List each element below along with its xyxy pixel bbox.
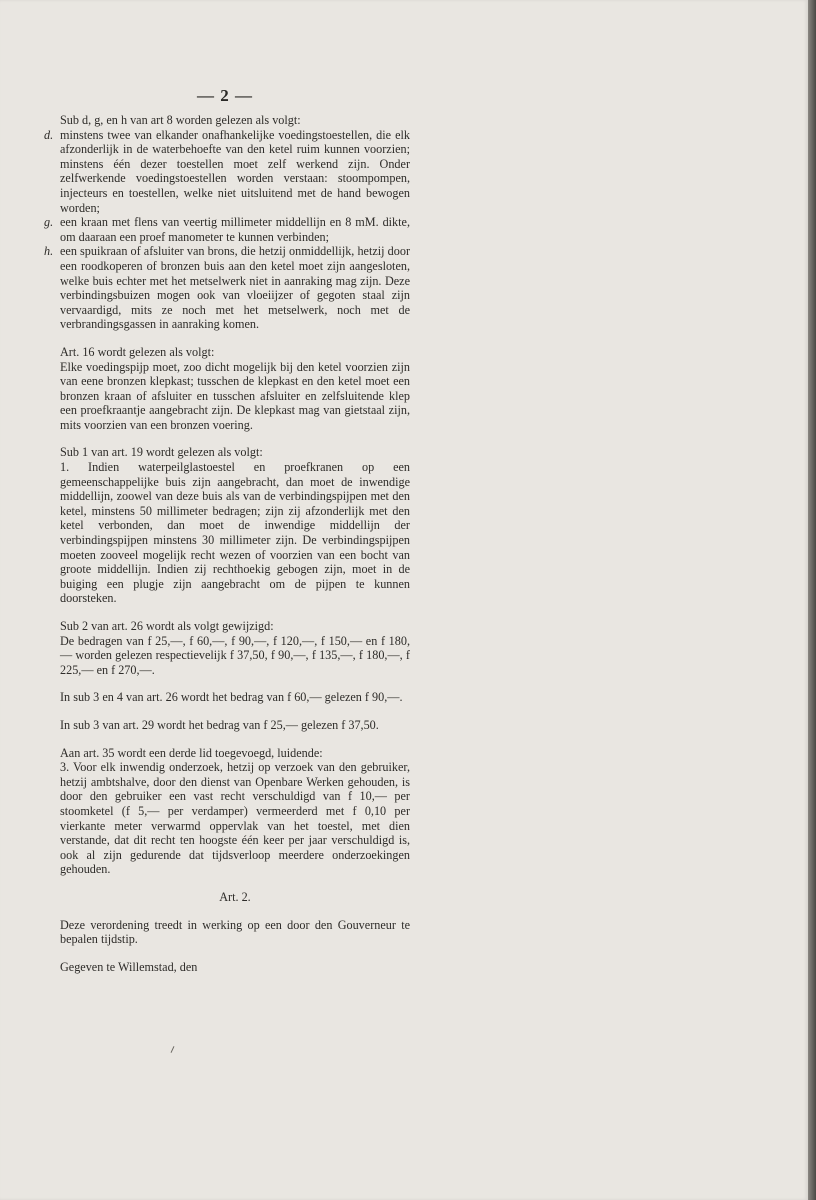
intro-line: Sub d, g, en h van art 8 worden gelezen als volgt: <box>60 113 301 127</box>
item-text: minstens twee van elkander onafhankelijke voedingstoestellen, die elk afzonderlijk in de waterbehoefte van den ketel ruim kunnen voorzien; minstens één dezer toestellen moet zelf werkend zijn. Onder zelfwerkende voedingstoestellen worden verstaan: stoompompen, injecteurs en toestellen, welke niet uitsluitend met de hand bewogen worden; <box>60 127 410 215</box>
page-edge <box>808 0 816 1200</box>
art16-heading: Art. 16 wordt gelezen als volgt: <box>60 344 215 359</box>
closing-line: Gegeven te Willemstad, den <box>60 959 198 974</box>
art19-heading: Sub 1 van art. 19 wordt gelezen als volgt: <box>60 445 263 460</box>
art29-sub3: In sub 3 van art. 29 wordt het bedrag van f 25,— gelezen f 37,50. <box>60 717 379 732</box>
art26-heading: Sub 2 van art. 26 wordt als volgt gewijzigd: <box>60 619 274 633</box>
art16-text: Elke voedingspijp moet, zoo dicht mogelijk bij den ketel voorzien zijn van eene bronzen klepkast; tusschen de klepkast en den ketel moet een bronzen kraan of afsluiter en tusschen afsluiter en zelfsluitende klep een proefkraantje aangebracht zijn. De klepkast mag van gietstaal zijn, mits voorzien van een bronzen voering. <box>60 359 410 432</box>
item-mark: d. <box>44 127 54 142</box>
item-mark: g. <box>44 215 54 230</box>
art26-text: De bedragen van f 25,—, f 60,—, f 90,—, f 120,—, f 150,— en f 180,— worden gelezen respectievelijk f 37,50, f 90,—, f 135,—, f 180,—, f 225,— en f 270,—. <box>60 633 410 677</box>
art2-text: Deze verordening treedt in werking op een door den Gouverneur te bepalen tijdstip. <box>60 917 410 947</box>
art26-sub34: In sub 3 en 4 van art. 26 wordt het bedrag van f 60,— gelezen f 90,—. <box>60 690 403 705</box>
document-body <box>44 113 410 974</box>
list-item <box>44 244 410 332</box>
item-mark: h. <box>44 244 54 259</box>
art2-heading: Art. 2. <box>219 889 251 904</box>
art35-heading: Aan art. 35 wordt een derde lid toegevoegd, luidende: <box>60 745 323 760</box>
page-number: — 2 — <box>197 86 253 105</box>
list-item <box>44 127 410 216</box>
art19-text: 1. Indien waterpeilglastoestel en proefkranen op een gemeenschappelijke buis zijn aangebracht, dan moet de inwendige middellijn, zoowel van deze buis als van de verbindingspijpen met den ketel, minstens 50 millimeter bedragen; zijn zij afzonderlijk met den ketel verbonden, dan moet de inwendige middellijn der verbindingspijpen minstens 30 millimeter zijn. De verbindingspijpen moeten zooveel mogelijk recht wezen of voorzien van een bocht van groote middellijn. Indien zij rechthoekig gebogen zijn, moet in de buiging een plugje zijn aangebracht om de pijpen te kunnen doorsteken. <box>60 460 410 606</box>
list-item <box>44 215 410 244</box>
art35-text: 3. Voor elk inwendig onderzoek, hetzij op verzoek van den gebruiker, hetzij ambtshalve, door den dienst van Openbare Werken gehouden, is door den gebruiker een vast recht verschuldigd van f 10,— per stoomketel (f 5,— per verdamper) vermeerderd met f 0,10 per vierkante meter verwarmd oppervlak van het toestel, met dien verstande, dat dit recht ten hoogste één keer per jaar verschuldigd is, ook al zijn gedurende dat tijdsverloop meerdere onderzoekingen gehouden. <box>60 760 410 877</box>
item-text: een kraan met flens van veertig millimeter middellijn en 8 mM. dikte, om daaraan een proef manometer te kunnen verbinden; <box>60 215 410 244</box>
item-text: een spuikraan of afsluiter van brons, die hetzij onmiddellijk, hetzij door een roodkoperen of bronzen buis aan den ketel moet zijn aangesloten, welke buis echter met het metselwerk niet in aanraking mag zijn. Deze verbindingsbuizen mogen ook van vloeiijzer of gegoten staal zijn vervaardigd, mits ze noch met het metselwerk, noch met de verbrandingsgassen in aanraking komen. <box>60 244 410 332</box>
ink-mark <box>171 1046 175 1053</box>
